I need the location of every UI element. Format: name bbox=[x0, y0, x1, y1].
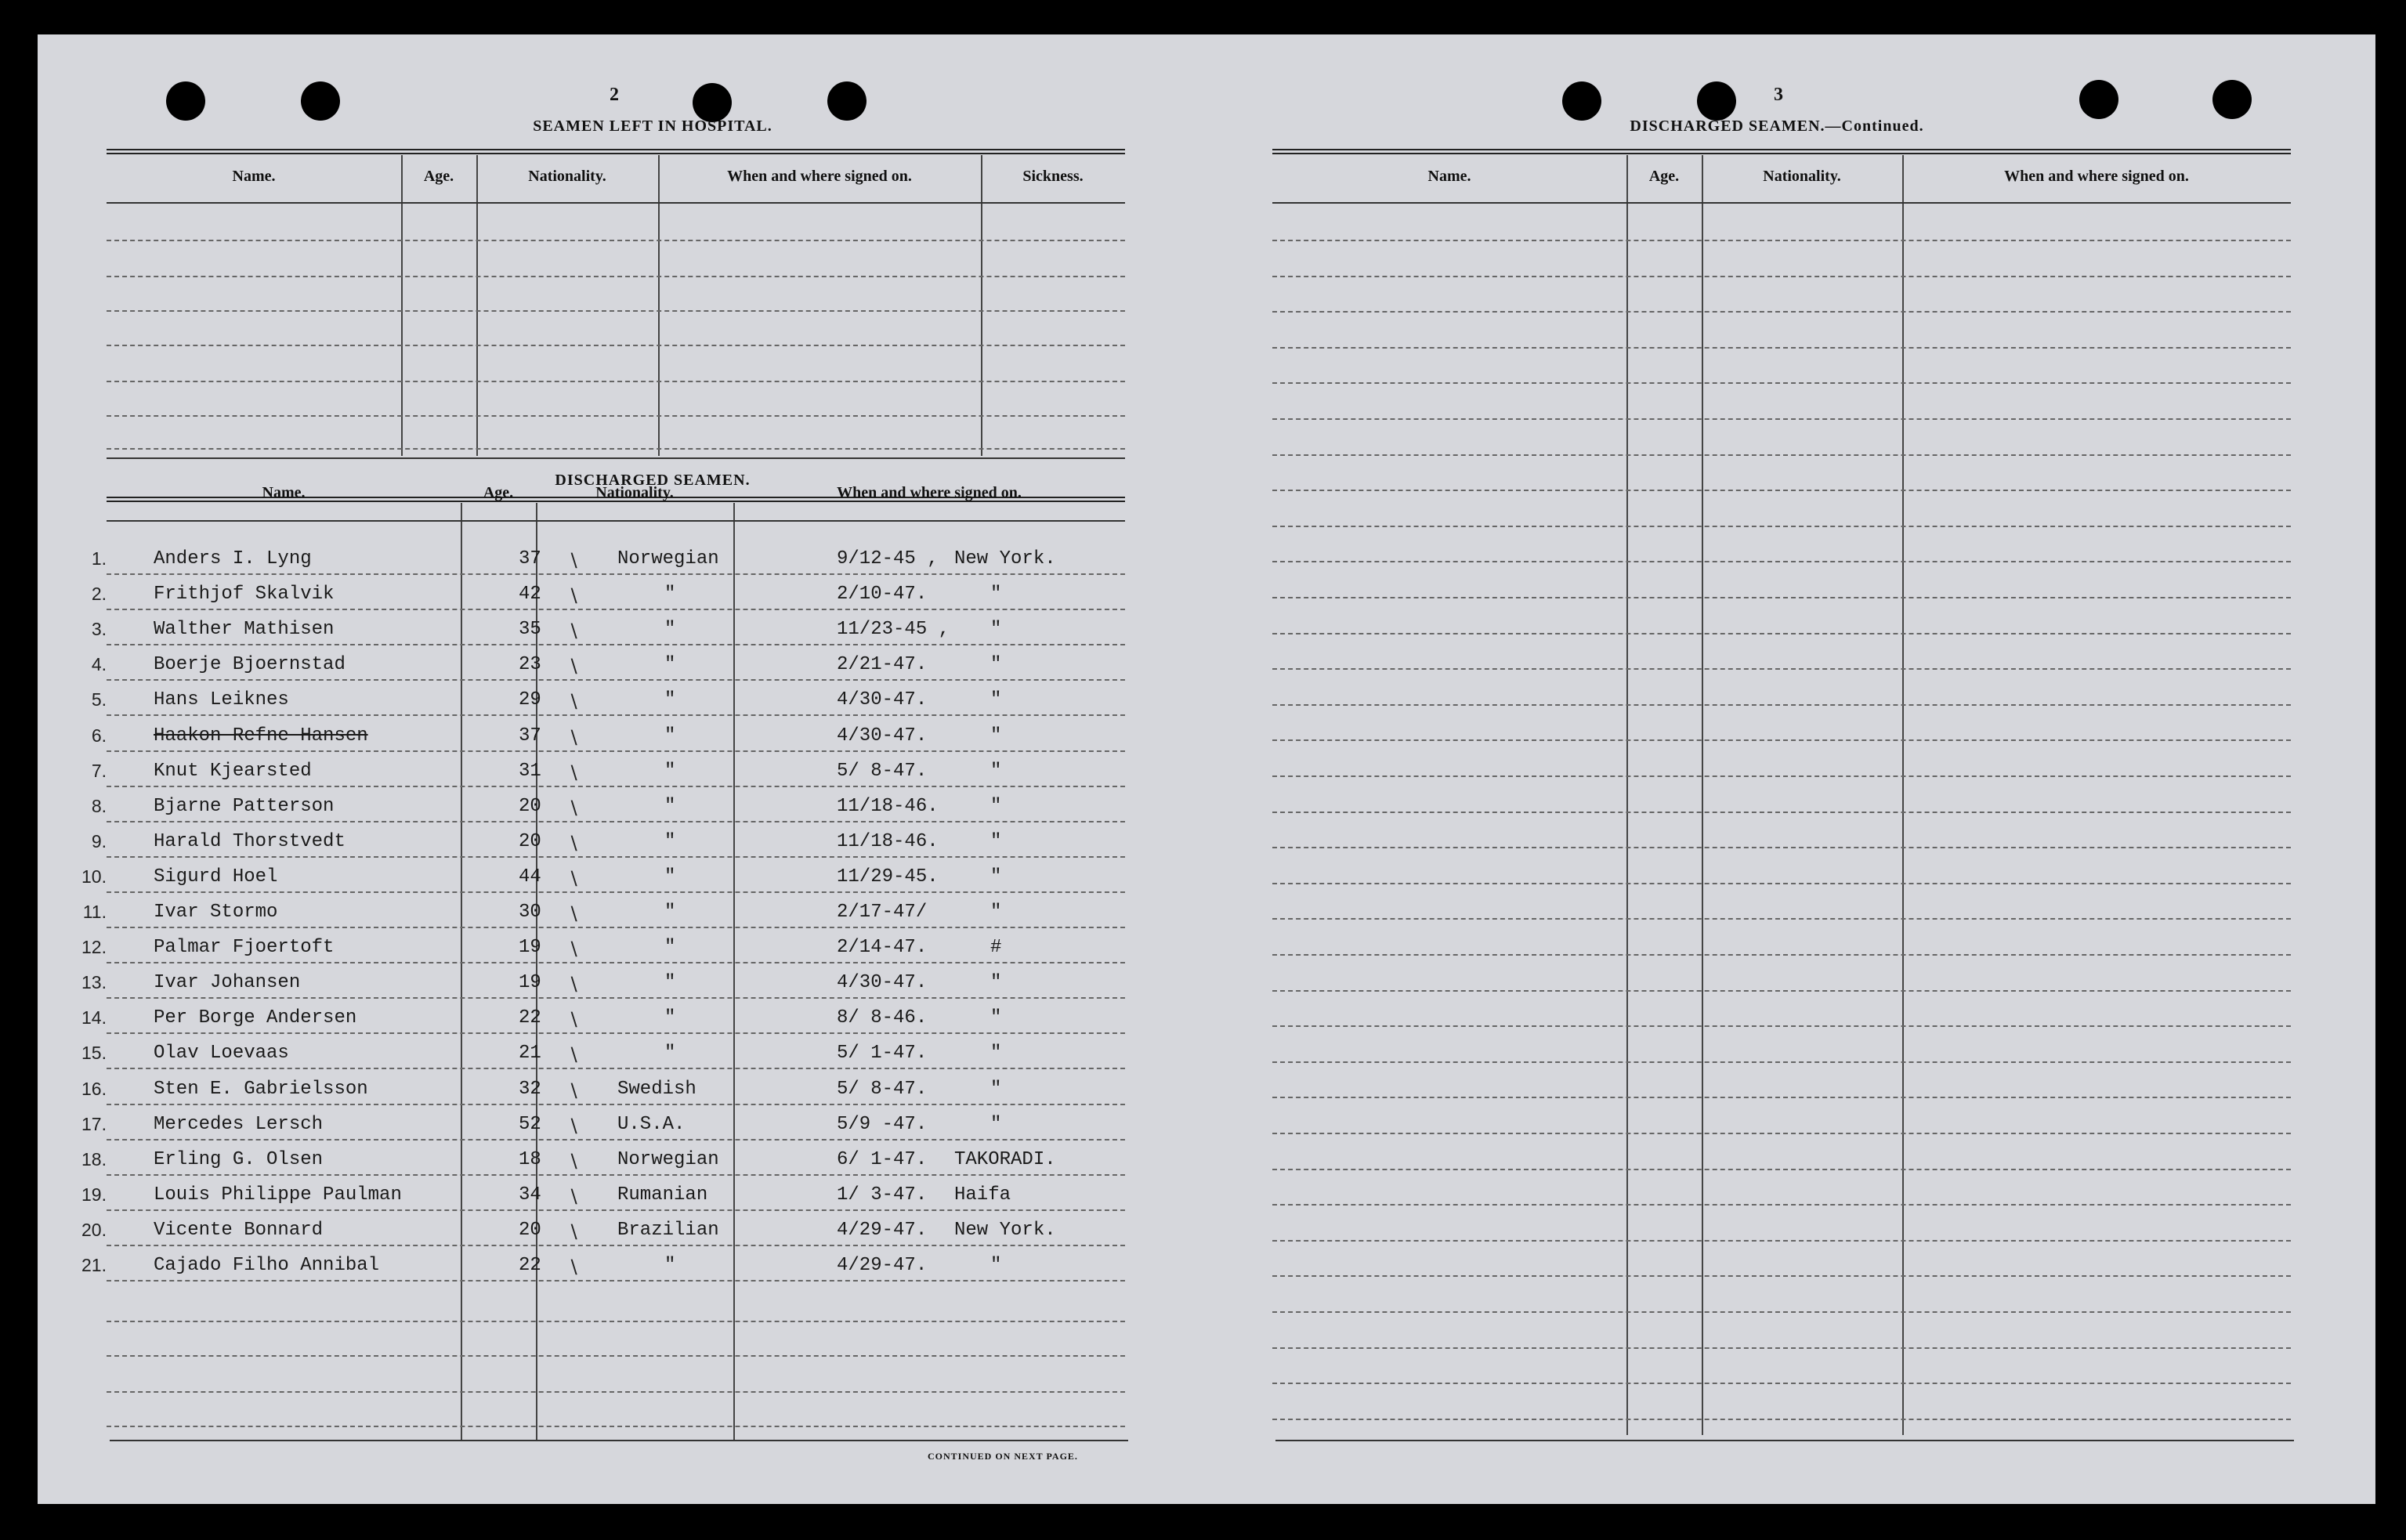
signed-on-date: 2/17-47/ bbox=[837, 902, 928, 923]
check-mark-icon: ∖ bbox=[567, 1009, 580, 1031]
page-number-left: 2 bbox=[610, 85, 619, 105]
right-row-line bbox=[1272, 526, 2291, 527]
seaman-age: 29 bbox=[519, 689, 541, 710]
row-number: 16. bbox=[81, 1079, 107, 1099]
seaman-age: 37 bbox=[519, 548, 541, 569]
signed-on-date: 11/18-46. bbox=[837, 831, 939, 852]
row-number: 14. bbox=[81, 1007, 107, 1028]
right-row-line bbox=[1272, 347, 2291, 349]
seaman-name: Mercedes Lersch bbox=[154, 1114, 324, 1135]
seaman-name: Erling G. Olsen bbox=[154, 1149, 324, 1170]
signed-on-place: " bbox=[990, 689, 1002, 710]
hospital-header-age: Age. bbox=[423, 168, 454, 185]
seaman-nationality: Norwegian bbox=[617, 548, 719, 569]
row-number: 3. bbox=[91, 619, 107, 639]
seaman-name: Cajado Filho Annibal bbox=[154, 1255, 380, 1276]
right-row-line bbox=[1272, 597, 2291, 598]
seaman-nationality: " bbox=[664, 1043, 676, 1064]
seaman-age: 34 bbox=[519, 1184, 541, 1206]
row-number: 5. bbox=[91, 689, 107, 710]
seaman-nationality: Norwegian bbox=[617, 1149, 719, 1170]
hospital-row-line bbox=[107, 276, 1125, 277]
seaman-age: 22 bbox=[519, 1255, 541, 1276]
check-mark-icon: ∖ bbox=[567, 1221, 580, 1243]
discharged-row-line bbox=[107, 750, 1125, 752]
signed-on-place: # bbox=[990, 937, 1002, 958]
signed-on-date: 11/23-45 , bbox=[837, 619, 950, 640]
seaman-name: Bjarne Patterson bbox=[154, 796, 335, 817]
check-mark-icon: ∖ bbox=[567, 691, 580, 713]
right-row-line bbox=[1272, 1061, 2291, 1063]
signed-on-place: New York. bbox=[954, 1220, 1056, 1241]
discharged-row-line bbox=[107, 714, 1125, 716]
check-mark-icon: ∖ bbox=[567, 1186, 580, 1208]
discharged-header-rule bbox=[107, 520, 1125, 522]
seaman-age: 22 bbox=[519, 1007, 541, 1028]
right-row-line bbox=[1272, 1025, 2291, 1027]
continued-footer: CONTINUED ON NEXT PAGE. bbox=[928, 1451, 1078, 1462]
signed-on-place: " bbox=[990, 1079, 1002, 1100]
hospital-header-rule bbox=[107, 202, 1125, 204]
seaman-name: Palmar Fjoertoft bbox=[154, 937, 335, 958]
seaman-name: Vicente Bonnard bbox=[154, 1220, 324, 1241]
hospital-row-line bbox=[107, 345, 1125, 346]
seaman-name: Walther Mathisen bbox=[154, 619, 335, 640]
right-row-line bbox=[1272, 990, 2291, 992]
right-row-line bbox=[1272, 812, 2291, 813]
signed-on-place: " bbox=[990, 725, 1002, 747]
right-row-line bbox=[1272, 1133, 2291, 1134]
signed-on-date: 5/ 1-47. bbox=[837, 1043, 928, 1064]
discharged-row-line bbox=[107, 786, 1125, 787]
hospital-section-title: SEAMEN LEFT IN HOSPITAL. bbox=[533, 117, 772, 135]
seaman-name: Ivar Stormo bbox=[154, 902, 278, 923]
signed-on-date: 4/30-47. bbox=[837, 689, 928, 710]
hospital-top-rule bbox=[107, 149, 1125, 154]
right-section-title: DISCHARGED SEAMEN.—Continued. bbox=[1630, 117, 1924, 135]
hospital-header-signed-on: When and where signed on. bbox=[727, 168, 912, 185]
row-number: 15. bbox=[81, 1043, 107, 1063]
signed-on-date: 5/ 8-47. bbox=[837, 1079, 928, 1100]
seaman-nationality: " bbox=[664, 761, 676, 782]
seaman-name: Per Borge Andersen bbox=[154, 1007, 357, 1028]
right-row-line bbox=[1272, 1347, 2291, 1349]
hospital-header-nationality: Nationality. bbox=[528, 168, 606, 185]
seaman-nationality: " bbox=[664, 902, 676, 923]
seaman-age: 19 bbox=[519, 972, 541, 993]
seaman-nationality: Swedish bbox=[617, 1079, 696, 1100]
check-mark-icon: ∖ bbox=[567, 797, 580, 819]
seaman-nationality: " bbox=[664, 937, 676, 958]
signed-on-date: 2/10-47. bbox=[837, 584, 928, 605]
seaman-name: Harald Thorstvedt bbox=[154, 831, 346, 852]
right-row-line bbox=[1272, 1275, 2291, 1277]
punch-hole bbox=[693, 83, 732, 122]
hospital-header-name: Name. bbox=[232, 168, 276, 185]
seaman-nationality: Brazilian bbox=[617, 1220, 719, 1241]
discharged-header-signed-on: When and where signed on. bbox=[837, 484, 1022, 501]
seaman-nationality: " bbox=[664, 831, 676, 852]
seaman-age: 44 bbox=[519, 866, 541, 887]
right-row-line bbox=[1272, 1204, 2291, 1206]
signed-on-place: " bbox=[990, 654, 1002, 675]
discharged-section-title: DISCHARGED SEAMEN. bbox=[555, 472, 751, 489]
discharged-row-line bbox=[107, 997, 1125, 999]
hospital-row-line bbox=[107, 448, 1125, 450]
signed-on-date: 9/12-45 , bbox=[837, 548, 939, 569]
signed-on-date: 5/9 -47. bbox=[837, 1114, 928, 1135]
signed-on-place: TAKORADI. bbox=[954, 1149, 1056, 1170]
seaman-age: 19 bbox=[519, 937, 541, 958]
hospital-header-sickness: Sickness. bbox=[1022, 168, 1084, 185]
right-row-line bbox=[1272, 775, 2291, 777]
punch-hole bbox=[166, 81, 205, 121]
signed-on-place: " bbox=[990, 972, 1002, 993]
punch-hole bbox=[2212, 80, 2252, 119]
discharged-row-line bbox=[107, 1032, 1125, 1034]
signed-on-date: 1/ 3-47. bbox=[837, 1184, 928, 1206]
discharged-row-line bbox=[107, 679, 1125, 681]
check-mark-icon: ∖ bbox=[567, 1151, 580, 1173]
right-header-signed-on: When and where signed on. bbox=[2004, 168, 2189, 185]
row-number: 21. bbox=[81, 1255, 107, 1275]
column-divider bbox=[476, 155, 478, 456]
signed-on-place: " bbox=[990, 619, 1002, 640]
right-row-line bbox=[1272, 633, 2291, 634]
seaman-nationality: " bbox=[664, 725, 676, 747]
signed-on-place: New York. bbox=[954, 548, 1056, 569]
page-number-right: 3 bbox=[1774, 85, 1783, 105]
punch-hole bbox=[2079, 80, 2118, 119]
signed-on-date: 11/18-46. bbox=[837, 796, 939, 817]
row-number: 8. bbox=[91, 796, 107, 816]
right-row-line bbox=[1272, 311, 2291, 313]
seaman-name: Sigurd Hoel bbox=[154, 866, 278, 887]
check-mark-icon: ∖ bbox=[567, 620, 580, 642]
check-mark-icon: ∖ bbox=[567, 1115, 580, 1137]
discharged-row-line bbox=[107, 1104, 1125, 1105]
seaman-nationality: " bbox=[664, 689, 676, 710]
seaman-name: Louis Philippe Paulman bbox=[154, 1184, 402, 1206]
right-header-rule bbox=[1272, 202, 2291, 204]
check-mark-icon: ∖ bbox=[567, 1080, 580, 1102]
seaman-age: 32 bbox=[519, 1079, 541, 1100]
right-header-nationality: Nationality. bbox=[1763, 168, 1841, 185]
signed-on-date: 11/29-45. bbox=[837, 866, 939, 887]
check-mark-icon: ∖ bbox=[567, 550, 580, 572]
right-row-line bbox=[1272, 490, 2291, 491]
seaman-nationality: " bbox=[664, 972, 676, 993]
check-mark-icon: ∖ bbox=[567, 656, 580, 678]
right-row-line bbox=[1272, 1383, 2291, 1384]
blank-row-line bbox=[107, 1426, 1125, 1427]
row-number: 7. bbox=[91, 761, 107, 781]
discharged-header-age: Age. bbox=[483, 484, 514, 501]
discharged-row-line bbox=[107, 1280, 1125, 1282]
row-number: 18. bbox=[81, 1149, 107, 1169]
signed-on-date: 4/29-47. bbox=[837, 1220, 928, 1241]
document-sheet bbox=[38, 34, 2375, 1504]
signed-on-place: " bbox=[990, 831, 1002, 852]
discharged-row-line bbox=[107, 856, 1125, 858]
check-mark-icon: ∖ bbox=[567, 1256, 580, 1278]
right-row-line bbox=[1272, 418, 2291, 420]
signed-on-place: " bbox=[990, 761, 1002, 782]
seaman-name: Haakon Refne Hansen bbox=[154, 725, 368, 747]
row-number: 6. bbox=[91, 725, 107, 746]
row-number: 12. bbox=[81, 937, 107, 957]
row-number: 2. bbox=[91, 584, 107, 604]
punch-hole bbox=[1562, 81, 1601, 121]
row-number: 20. bbox=[81, 1220, 107, 1240]
check-mark-icon: ∖ bbox=[567, 974, 580, 996]
seaman-nationality: " bbox=[664, 866, 676, 887]
check-mark-icon: ∖ bbox=[567, 762, 580, 784]
signed-on-place: " bbox=[990, 1255, 1002, 1276]
check-mark-icon: ∖ bbox=[567, 868, 580, 890]
discharged-row-line bbox=[107, 962, 1125, 963]
signed-on-date: 5/ 8-47. bbox=[837, 761, 928, 782]
signed-on-place: " bbox=[990, 866, 1002, 887]
row-number: 11. bbox=[82, 902, 107, 922]
signed-on-place: Haifa bbox=[954, 1184, 1011, 1206]
discharged-bottom-rule bbox=[110, 1440, 1128, 1441]
right-row-line bbox=[1272, 739, 2291, 741]
hospital-row-line bbox=[107, 415, 1125, 417]
signed-on-place: " bbox=[990, 902, 1002, 923]
check-mark-icon: ∖ bbox=[567, 903, 580, 925]
signed-on-place: " bbox=[990, 796, 1002, 817]
hospital-bottom-rule bbox=[107, 457, 1125, 459]
seaman-name: Sten E. Gabrielsson bbox=[154, 1079, 368, 1100]
check-mark-icon: ∖ bbox=[567, 585, 580, 607]
seaman-nationality: " bbox=[664, 1255, 676, 1276]
check-mark-icon: ∖ bbox=[567, 727, 580, 749]
seaman-age: 42 bbox=[519, 584, 541, 605]
right-bottom-rule bbox=[1275, 1440, 2294, 1441]
seaman-age: 20 bbox=[519, 831, 541, 852]
seaman-name: Anders I. Lyng bbox=[154, 548, 312, 569]
seaman-age: 20 bbox=[519, 1220, 541, 1241]
hospital-row-line bbox=[107, 240, 1125, 241]
discharged-row-line bbox=[107, 891, 1125, 893]
right-row-line bbox=[1272, 847, 2291, 848]
seaman-nationality: " bbox=[664, 619, 676, 640]
row-number: 10. bbox=[81, 866, 107, 887]
check-mark-icon: ∖ bbox=[567, 833, 580, 855]
punch-hole bbox=[1697, 81, 1736, 121]
seaman-age: 20 bbox=[519, 796, 541, 817]
seaman-age: 31 bbox=[519, 761, 541, 782]
right-row-line bbox=[1272, 454, 2291, 456]
signed-on-date: 4/30-47. bbox=[837, 725, 928, 747]
discharged-row-line bbox=[107, 609, 1125, 610]
right-row-line bbox=[1272, 1419, 2291, 1420]
seaman-age: 21 bbox=[519, 1043, 541, 1064]
right-header-age: Age. bbox=[1648, 168, 1680, 185]
right-top-rule bbox=[1272, 149, 2291, 154]
signed-on-place: " bbox=[990, 1114, 1002, 1135]
seaman-age: 18 bbox=[519, 1149, 541, 1170]
discharged-row-line bbox=[107, 1068, 1125, 1069]
signed-on-date: 2/14-47. bbox=[837, 937, 928, 958]
column-divider bbox=[401, 155, 403, 456]
right-row-line bbox=[1272, 883, 2291, 884]
hospital-row-line bbox=[107, 381, 1125, 382]
discharged-row-line bbox=[107, 1209, 1125, 1211]
right-header-name: Name. bbox=[1427, 168, 1471, 185]
punch-hole bbox=[827, 81, 867, 121]
right-row-line bbox=[1272, 954, 2291, 956]
seaman-nationality: " bbox=[664, 796, 676, 817]
row-number: 19. bbox=[81, 1184, 107, 1205]
seaman-age: 35 bbox=[519, 619, 541, 640]
signed-on-place: " bbox=[990, 1007, 1002, 1028]
right-row-line bbox=[1272, 1097, 2291, 1098]
row-number: 1. bbox=[91, 548, 107, 569]
check-mark-icon: ∖ bbox=[567, 938, 580, 960]
seaman-age: 52 bbox=[519, 1114, 541, 1135]
signed-on-date: 2/21-47. bbox=[837, 654, 928, 675]
discharged-row-line bbox=[107, 1174, 1125, 1176]
seaman-name: Hans Leiknes bbox=[154, 689, 289, 710]
signed-on-date: 4/30-47. bbox=[837, 972, 928, 993]
blank-row-line bbox=[107, 1355, 1125, 1357]
seaman-name: Frithjof Skalvik bbox=[154, 584, 335, 605]
seaman-nationality: " bbox=[664, 654, 676, 675]
right-row-line bbox=[1272, 240, 2291, 241]
row-number: 13. bbox=[81, 972, 107, 992]
right-row-line bbox=[1272, 561, 2291, 562]
discharged-row-line bbox=[107, 821, 1125, 822]
discharged-row-line bbox=[107, 644, 1125, 645]
signed-on-date: 6/ 1-47. bbox=[837, 1149, 928, 1170]
seaman-age: 30 bbox=[519, 902, 541, 923]
row-number: 4. bbox=[91, 654, 107, 674]
row-number: 17. bbox=[81, 1114, 107, 1134]
signed-on-place: " bbox=[990, 1043, 1002, 1064]
seaman-name: Boerje Bjoernstad bbox=[154, 654, 346, 675]
right-row-line bbox=[1272, 668, 2291, 670]
seaman-name: Olav Loevaas bbox=[154, 1043, 289, 1064]
signed-on-date: 4/29-47. bbox=[837, 1255, 928, 1276]
blank-row-line bbox=[107, 1391, 1125, 1393]
column-divider bbox=[981, 155, 982, 456]
right-row-line bbox=[1272, 1240, 2291, 1242]
right-row-line bbox=[1272, 704, 2291, 706]
discharged-row-line bbox=[107, 573, 1125, 575]
row-number: 9. bbox=[91, 831, 107, 851]
signed-on-date: 8/ 8-46. bbox=[837, 1007, 928, 1028]
discharged-header-name: Name. bbox=[262, 484, 306, 501]
right-row-line bbox=[1272, 918, 2291, 920]
check-mark-icon: ∖ bbox=[567, 1044, 580, 1066]
right-row-line bbox=[1272, 1169, 2291, 1170]
seaman-nationality: Rumanian bbox=[617, 1184, 708, 1206]
seaman-nationality: " bbox=[664, 584, 676, 605]
discharged-row-line bbox=[107, 927, 1125, 928]
seaman-age: 23 bbox=[519, 654, 541, 675]
right-row-line bbox=[1272, 276, 2291, 277]
discharged-row-line bbox=[107, 1245, 1125, 1246]
seaman-name: Ivar Johansen bbox=[154, 972, 301, 993]
hospital-row-line bbox=[107, 310, 1125, 312]
seaman-nationality: U.S.A. bbox=[617, 1114, 686, 1135]
signed-on-place: " bbox=[990, 584, 1002, 605]
seaman-nationality: " bbox=[664, 1007, 676, 1028]
punch-hole bbox=[301, 81, 340, 121]
right-row-line bbox=[1272, 382, 2291, 384]
blank-row-line bbox=[107, 1321, 1125, 1322]
column-divider bbox=[658, 155, 660, 456]
seaman-name: Knut Kjearsted bbox=[154, 761, 312, 782]
discharged-header-nationality: Nationality. bbox=[595, 484, 674, 501]
seaman-age: 37 bbox=[519, 725, 541, 747]
discharged-row-line bbox=[107, 1139, 1125, 1141]
right-row-line bbox=[1272, 1311, 2291, 1313]
